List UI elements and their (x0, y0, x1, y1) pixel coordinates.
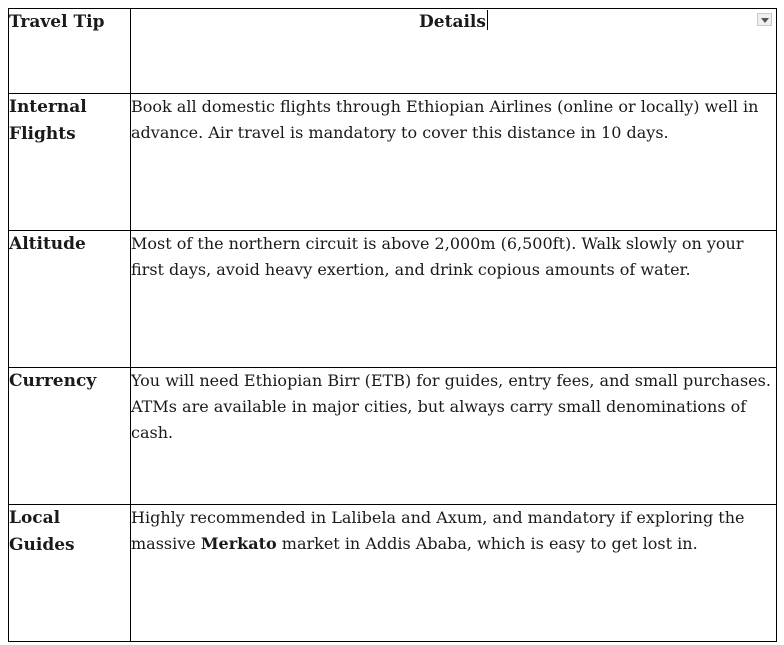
detail-text: Book all domestic flights through Ethiopian Airlines (online or locally) well in advance. Air travel is mandatory to cover this distance in 10 days. (131, 97, 759, 142)
table-row (9, 231, 777, 368)
tip-label: Currency (9, 371, 97, 391)
table-row (9, 368, 777, 505)
detail-text-bold: Merkato (200, 534, 277, 553)
detail-text-after: market in Addis Ababa, which is easy to get lost in. (276, 534, 698, 553)
detail-text: You will need Ethiopian Birr (ETB) for guides, entry fees, and small purchases. ATMs are available in major cities, but always carry small denominations of cash. (131, 371, 771, 442)
tip-cell[interactable] (9, 368, 131, 505)
tip-cell[interactable] (9, 505, 131, 642)
detail-cell[interactable] (131, 505, 777, 642)
tip-label: Internal Flights (9, 97, 87, 144)
detail-cell[interactable] (131, 231, 777, 368)
header-cell-details[interactable] (131, 9, 777, 94)
travel-tips-table (8, 8, 777, 642)
header-details-label: Details (419, 12, 486, 32)
detail-text: Most of the northern circuit is above 2,000m (6,500ft). Walk slowly on your first days, avoid heavy exertion, and drink copious amounts of water. (131, 234, 744, 279)
tip-cell[interactable] (9, 231, 131, 368)
tip-label: Local Guides (9, 508, 75, 555)
table-header-row (9, 9, 777, 94)
table-row (9, 94, 777, 231)
text-cursor (487, 10, 488, 30)
tip-label: Altitude (9, 234, 86, 254)
detail-cell[interactable] (131, 94, 777, 231)
tip-cell[interactable] (9, 94, 131, 231)
header-travel-tip-label: Travel Tip (9, 12, 105, 32)
detail-cell[interactable] (131, 368, 777, 505)
header-cell-travel-tip[interactable] (9, 9, 131, 94)
table-row (9, 505, 777, 642)
detail-text-before: Highly recommended in Lalibela and Axum, and mandatory if exploring the massive (131, 508, 745, 553)
chevron-down-icon[interactable] (757, 13, 772, 26)
